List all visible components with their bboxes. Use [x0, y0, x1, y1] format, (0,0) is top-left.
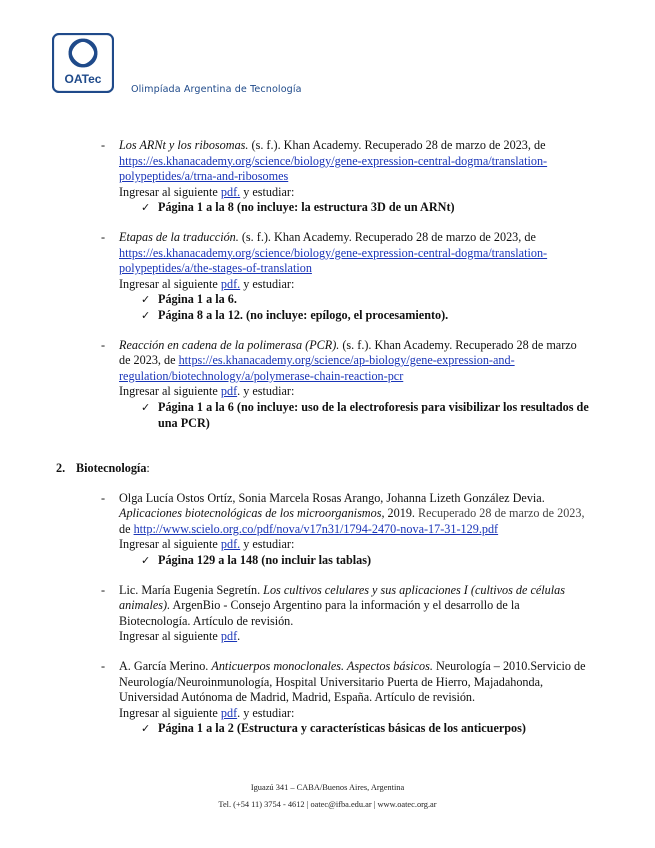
reference-link-cont[interactable]: regulation/biotechnology/a/polymerase-chain-reaction-pcr	[119, 368, 404, 383]
checkmark-icon: ✓	[141, 722, 151, 736]
document-body	[56, 138, 616, 737]
oatec-logo	[52, 33, 114, 93]
checkmark-icon: ✓	[141, 400, 151, 414]
checkmark-icon: ✓	[141, 293, 151, 307]
list-dash: -	[101, 582, 106, 597]
org-name: Olimpíada Argentina de Tecnología	[131, 84, 302, 95]
list-dash: -	[101, 659, 106, 674]
reference-title: Los cultivos celulares y sus aplicaciones I (cultivos de células	[263, 582, 565, 597]
reference-entry: - Reacción en cadena de la polimerasa (PCR). (s. f.). Khan Academy. Recuperado 28 de marzo de 2023, de https://es.khanacademy.org/science/ap-biology/gene-expression-and- regulation/biotechnology/a/polymerase-chain-reaction-pcr Ingresar al siguiente pdf. y estudiar: ✓ Página 1 a la 6 (no incluye: uso de la electroforesis para visibilizar los resultados de una PCR)	[56, 338, 616, 432]
section-title: Biotecnología	[76, 461, 147, 476]
list-dash: -	[101, 490, 106, 505]
list-dash: -	[101, 337, 106, 352]
pdf-link[interactable]: pdf.	[220, 537, 241, 552]
study-pages-list	[119, 200, 616, 216]
footer-address: Iguazú 341 – CABA/Buenos Aires, Argentina	[250, 783, 405, 792]
study-pages-list	[119, 721, 616, 737]
logo-text: OATec	[64, 72, 102, 86]
footer-contact: Tel. (+54 11) 3754 - 4612 | oatec@ifba.edu.ar | www.oatec.org.ar	[218, 800, 437, 809]
checkmark-icon: ✓	[141, 308, 151, 322]
reference-link[interactable]: http://www.scielo.org.co/pdf/nova/v17n31/1794-2470-nova-17-31-129.pdf	[133, 521, 499, 536]
study-page-item: ✓ Página 1 a la 2 (Estructura y características básicas de los anticuerpos)	[141, 721, 526, 736]
pdf-link[interactable]: pdf	[220, 705, 238, 720]
reference-title: Aplicaciones biotecnológicas de los microorganismos,	[119, 506, 385, 521]
reference-entry: - Lic. María Eugenia Segretín. Los cultivos celulares y sus aplicaciones I (cultivos de células animales). ArgenBio - Consejo Argentino para la información y el desarrollo de la Biotecnología. Artículo de revisión. Ingresar al siguiente pdf.	[101, 582, 565, 644]
reference-link-cont[interactable]: polypeptides/a/trna-and-ribosomes	[119, 169, 289, 184]
study-pages-list	[119, 400, 616, 431]
checkmark-icon: ✓	[141, 201, 151, 215]
reference-entry: - Olga Lucía Ostos Ortíz, Sonia Marcela Rosas Arango, Johanna Lizeth González Devia. Aplicaciones biotecnológicas de los microorganismos, 2019. Recuperado 28 de marzo de 2023, de http://www.scielo.org.co/pdf/nova/v17n31/1794-2470-nova-17-31-129.pdf Ingresar al siguiente pdf. y estudiar: ✓ Página 129 a la 148 (no incluir las tablas)	[56, 491, 616, 569]
reference-link[interactable]: https://es.khanacademy.org/science/biology/gene-expression-central-dogma/translation-	[119, 153, 548, 168]
reference-link[interactable]: https://es.khanacademy.org/science/biology/gene-expression-central-dogma/translation-	[119, 245, 548, 260]
study-page-item: ✓ Página 129 a la 148 (no incluir las tablas)	[141, 553, 372, 568]
pdf-link[interactable]: pdf.	[220, 184, 241, 199]
reference-title: Los ARNt y los ribosomas.	[119, 138, 249, 152]
study-page-item: ✓ Página 1 a la 6 (no incluye: uso de la electroforesis para visibilizar los resultados de una PCR)	[141, 399, 589, 430]
study-page-item: ✓ Página 8 a la 12. (no incluye: epílogo, el procesamiento).	[141, 307, 449, 322]
reference-link-cont[interactable]: polypeptides/a/the-stages-of-translation	[119, 261, 312, 276]
checkmark-icon: ✓	[141, 554, 151, 568]
reference-entry: - Los ARNt y los ribosomas. (s. f.). Khan Academy. Recuperado 28 de marzo de 2023, de https://es.khanacademy.org/science/biology/gene-expression-central-dogma/translation- polypeptides/a/trna-and-ribosomes Ingresar al siguiente pdf. y estudiar: ✓ Página 1 a la 8 (no incluye: la estructura 3D de un ARNt)	[56, 138, 616, 216]
section-number: 2.	[56, 461, 66, 476]
study-page-item: ✓ Página 1 a la 6.	[141, 292, 237, 307]
reference-entry: - A. García Merino. Anticuerpos monoclonales. Aspectos básicos. Neurología – 2010.Servicio de Neurología/Neuroinmunología, Hospital Universitario Puerta de Hierro, Majadahonda, Universidad Autónoma de Madrid, Madrid, España. Artículo de revisión. Ingresar al siguiente pdf. y estudiar: ✓ Página 1 a la 2 (Estructura y características básicas de los anticuerpos)	[56, 659, 616, 737]
reference-entry: - Etapas de la traducción. (s. f.). Khan Academy. Recuperado 28 de marzo de 2023, de https://es.khanacademy.org/science/biology/gene-expression-central-dogma/translation- polypeptides/a/the-stages-of-translation Ingresar al siguiente pdf. y estudiar: ✓ Página 1 a la 6. ✓ Página 8 a la 12. (no incluye: epílogo, el procesamiento).	[56, 230, 616, 324]
study-page-item: ✓ Página 1 a la 8 (no incluye: la estructura 3D de un ARNt)	[141, 200, 455, 215]
list-dash: -	[101, 229, 106, 244]
pdf-link[interactable]: pdf	[220, 384, 238, 399]
reference-title: Reacción en cadena de la polimerasa (PCR).	[119, 337, 340, 352]
list-dash: -	[101, 138, 106, 152]
section-heading: 2. Biotecnología:	[56, 461, 150, 476]
reference-title: Anticuerpos monoclonales. Aspectos básicos.	[211, 659, 433, 674]
pdf-link[interactable]: pdf	[220, 629, 238, 644]
study-pages-list	[119, 292, 616, 323]
reference-title: Etapas de la traducción.	[119, 229, 239, 244]
study-pages-list	[119, 553, 616, 569]
reference-link[interactable]: https://es.khanacademy.org/science/ap-biology/gene-expression-and-	[178, 353, 515, 368]
pdf-link[interactable]: pdf.	[220, 276, 241, 291]
